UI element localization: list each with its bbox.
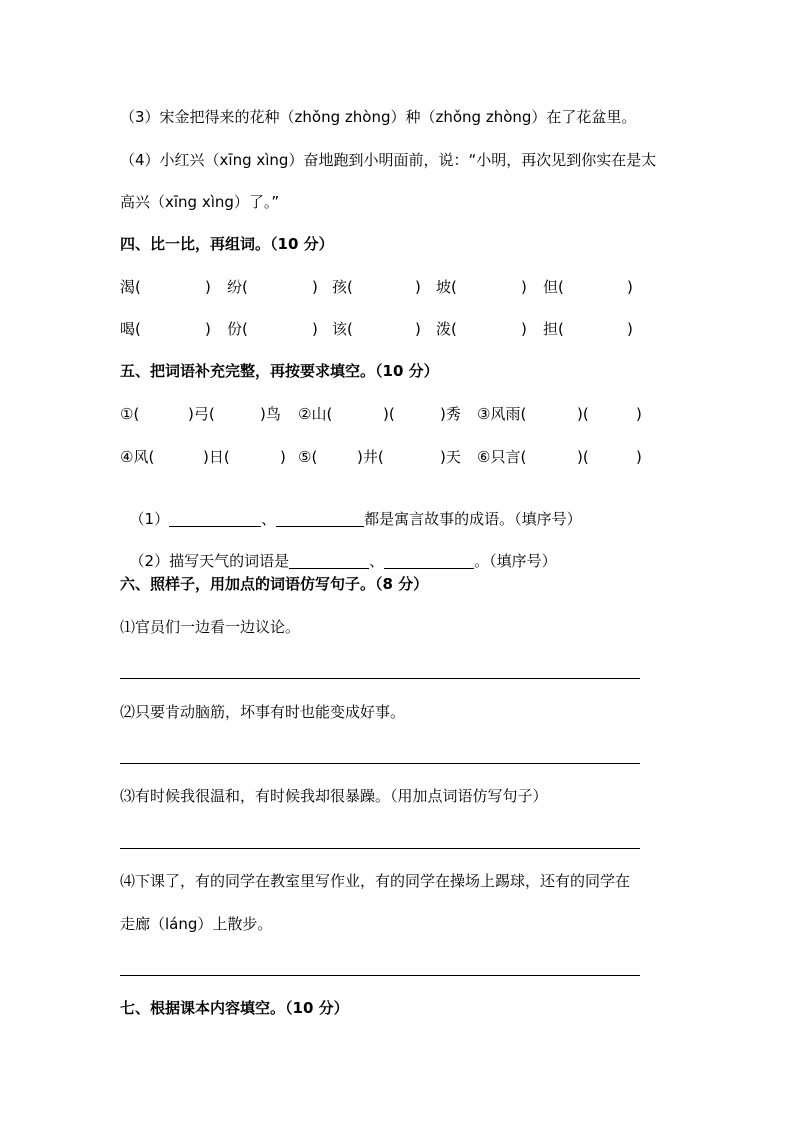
idiom-part: ) xyxy=(280,448,286,466)
idiom-part: )鸟 xyxy=(260,405,281,423)
idiom-part: )( xyxy=(577,448,589,466)
section-5-heading: 五、把词语补充完整，再按要求填空。（10 分） xyxy=(120,362,439,380)
section-5-question-2 xyxy=(120,531,557,571)
separator: 、 xyxy=(369,552,385,570)
answer-line[interactable] xyxy=(120,975,640,976)
idiom-part: )天 xyxy=(440,448,461,466)
answer-blank[interactable] xyxy=(384,552,474,569)
answer-blank[interactable] xyxy=(289,552,369,569)
idiom-part: ⑥只言( xyxy=(477,448,527,466)
answer-blank[interactable] xyxy=(276,510,364,527)
compare-char: 但( xyxy=(543,278,564,296)
question-text: 。（填序号） xyxy=(474,552,557,570)
compare-char: 该( xyxy=(332,320,353,338)
idiom-part: ) xyxy=(636,448,642,466)
section-6-heading: 六、照样子，用加点的词语仿写句子。（8 分） xyxy=(120,575,429,593)
q3-item-4-line2: 高兴（xīng xìng）了。” xyxy=(120,193,280,211)
compare-paren: ) xyxy=(627,278,633,296)
separator: 、 xyxy=(261,510,277,528)
compare-char: 担( xyxy=(543,320,564,338)
compare-paren: ) xyxy=(205,320,211,338)
idiom-part: ①( xyxy=(120,405,140,423)
idiom-part: ③风雨( xyxy=(477,405,527,423)
q3-item-4-line1: （4）小红兴（xīng xìng）奋地跑到小明面前，说：“小明，再次见到你实在是太 xyxy=(120,151,657,169)
idiom-part: )井( xyxy=(357,448,384,466)
compare-paren: ) xyxy=(312,320,318,338)
q3-item-3: （3）宋金把得来的花种（zhǒng zhòng）种（zhǒng zhòng）在了花盆里。 xyxy=(120,108,637,126)
answer-line[interactable] xyxy=(120,678,640,679)
idiom-part: ⑤( xyxy=(298,448,318,466)
idiom-part: ②山( xyxy=(298,405,333,423)
compare-char: 孩( xyxy=(332,278,353,296)
compare-char: 坡( xyxy=(436,278,457,296)
compare-paren: ) xyxy=(415,278,421,296)
compare-paren: ) xyxy=(312,278,318,296)
section-6-item-4-line1: ⑷下课了，有的同学在教室里写作业，有的同学在操场上踢球，还有的同学在 xyxy=(120,872,631,890)
answer-line[interactable] xyxy=(120,848,640,849)
compare-paren: ) xyxy=(205,278,211,296)
idiom-part: )日( xyxy=(203,448,230,466)
section-6-item-2: ⑵只要肯动脑筋，坏事有时也能变成好事。 xyxy=(120,703,406,721)
section-6-item-3: ⑶有时候我很温和，有时候我却很暴躁。（用加点词语仿写句子） xyxy=(120,787,548,805)
idiom-part: ) xyxy=(636,405,642,423)
compare-char: 泼( xyxy=(436,320,457,338)
idiom-part: )弓( xyxy=(188,405,215,423)
idiom-part: ④风( xyxy=(120,448,155,466)
idiom-part: )( xyxy=(577,405,589,423)
section-5-question-1 xyxy=(120,489,582,529)
answer-blank[interactable] xyxy=(169,510,261,527)
question-text: （2）描写天气的词语是 xyxy=(129,552,290,570)
compare-paren: ) xyxy=(521,278,527,296)
answer-line[interactable] xyxy=(120,763,640,764)
section-7-heading: 七、根据课本内容填空。（10 分） xyxy=(120,999,349,1017)
section-6-item-1: ⑴官员们一边看一边议论。 xyxy=(120,618,301,636)
compare-paren: ) xyxy=(415,320,421,338)
section-4-heading: 四、比一比，再组词。（10 分） xyxy=(120,235,334,253)
question-number: （1） xyxy=(129,510,170,528)
compare-char: 喝( xyxy=(120,320,141,338)
compare-paren: ) xyxy=(627,320,633,338)
compare-paren: ) xyxy=(521,320,527,338)
compare-char: 份( xyxy=(227,320,248,338)
compare-char: 纷( xyxy=(227,278,248,296)
section-6-item-4-line2: 走廊（láng）上散步。 xyxy=(120,915,273,933)
compare-char: 渴( xyxy=(120,278,141,296)
idiom-part: )秀 xyxy=(440,405,461,423)
idiom-part: )( xyxy=(383,405,395,423)
question-text: 都是寓言故事的成语。（填序号） xyxy=(364,510,582,528)
